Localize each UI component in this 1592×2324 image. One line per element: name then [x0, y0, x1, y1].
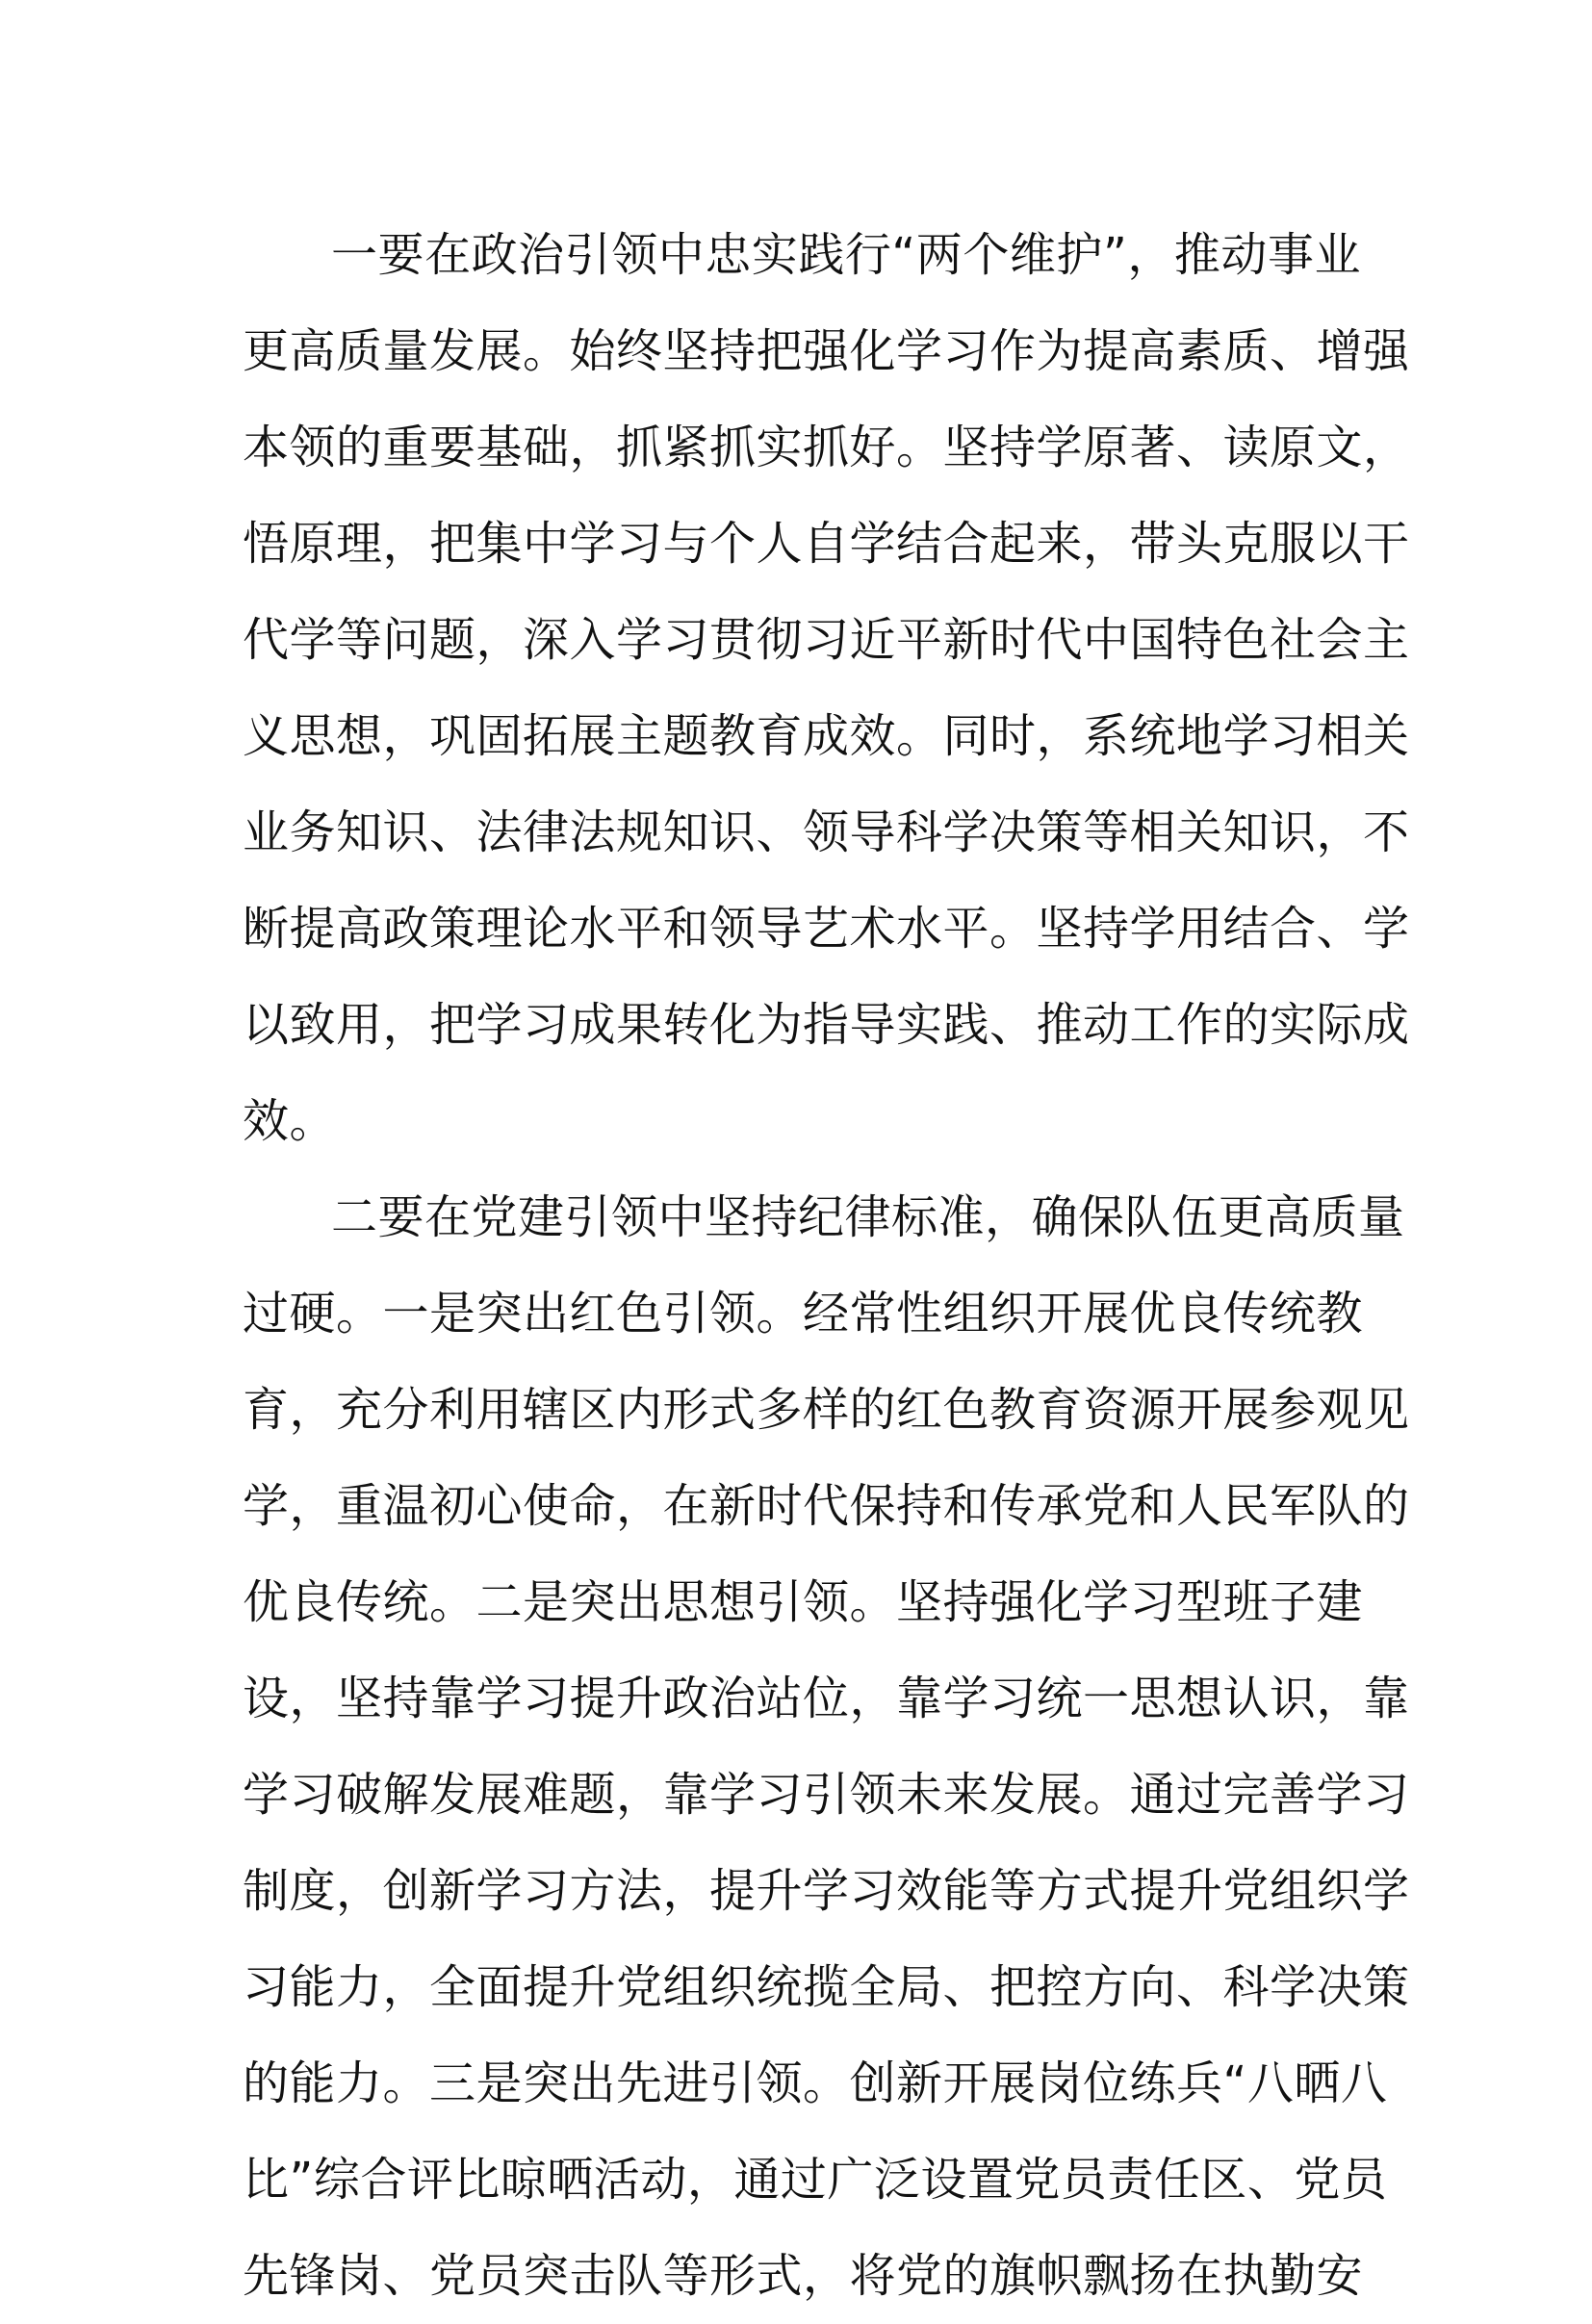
paragraph-1-line-7: 业务知识、法律法规知识、领导科学决策等相关知识，不: [243, 805, 1410, 859]
paragraph-2-line-5: 优良传统。二是突出思想引领。坚持强化学习型班子建: [243, 1575, 1364, 1629]
paragraph-1-line-10: 效。: [243, 1094, 337, 1148]
paragraph-1-line-9: 以致用，把学习成果转化为指导实践、推动工作的实际成: [243, 998, 1410, 1052]
paragraph-2-line-8: 制度，创新学习方法，提升学习效能等方式提升党组织学: [243, 1864, 1410, 1918]
paragraph-1-line-1: 一要在政治引领中忠实践行“两个维护”，推动事业: [331, 228, 1361, 282]
paragraph-2-line-2: 过硬。一是突出红色引领。经常性组织开展优良传统教: [243, 1287, 1364, 1341]
paragraph-1-line-3: 本领的重要基础，抓紧抓实抓好。坚持学原著、读原文，: [243, 421, 1410, 474]
paragraph-2-line-10: 的能力。三是突出先进引领。创新开展岗位练兵“八晒八: [243, 2056, 1388, 2110]
paragraph-2-line-4: 学，重温初心使命，在新时代保持和传承党和人民军队的: [243, 1479, 1410, 1533]
paragraph-2-line-9: 习能力，全面提升党组织统揽全局、把控方向、科学决策: [243, 1960, 1410, 2014]
paragraph-1-line-4: 悟原理，把集中学习与个人自学结合起来，带头克服以干: [243, 517, 1410, 571]
paragraph-1-line-6: 义思想，巩固拓展主题教育成效。同时，系统地学习相关: [243, 709, 1410, 763]
paragraph-2-line-1: 二要在党建引领中坚持纪律标准，确保队伍更高质量: [331, 1190, 1405, 1244]
paragraph-2-line-6: 设，坚持靠学习提升政治站位，靠学习统一思想认识，靠: [243, 1672, 1410, 1725]
paragraph-1-line-8: 断提高政策理论水平和领导艺术水平。坚持学用结合、学: [243, 902, 1410, 956]
paragraph-2-line-11: 比”综合评比晾晒活动，通过广泛设置党员责任区、党员: [243, 2153, 1388, 2207]
paragraph-2-line-3: 育，充分利用辖区内形式多样的红色教育资源开展参观见: [243, 1383, 1410, 1437]
paragraph-2-line-7: 学习破解发展难题，靠学习引领未来发展。通过完善学习: [243, 1768, 1410, 1822]
paragraph-1-line-2: 更高质量发展。始终坚持把强化学习作为提高素质、增强: [243, 324, 1410, 378]
paragraph-1-line-5: 代学等问题，深入学习贯彻习近平新时代中国特色社会主: [243, 613, 1410, 667]
paragraph-2-line-12: 先锋岗、党员突击队等形式，将党的旗帜飘扬在执勤安: [243, 2249, 1364, 2303]
